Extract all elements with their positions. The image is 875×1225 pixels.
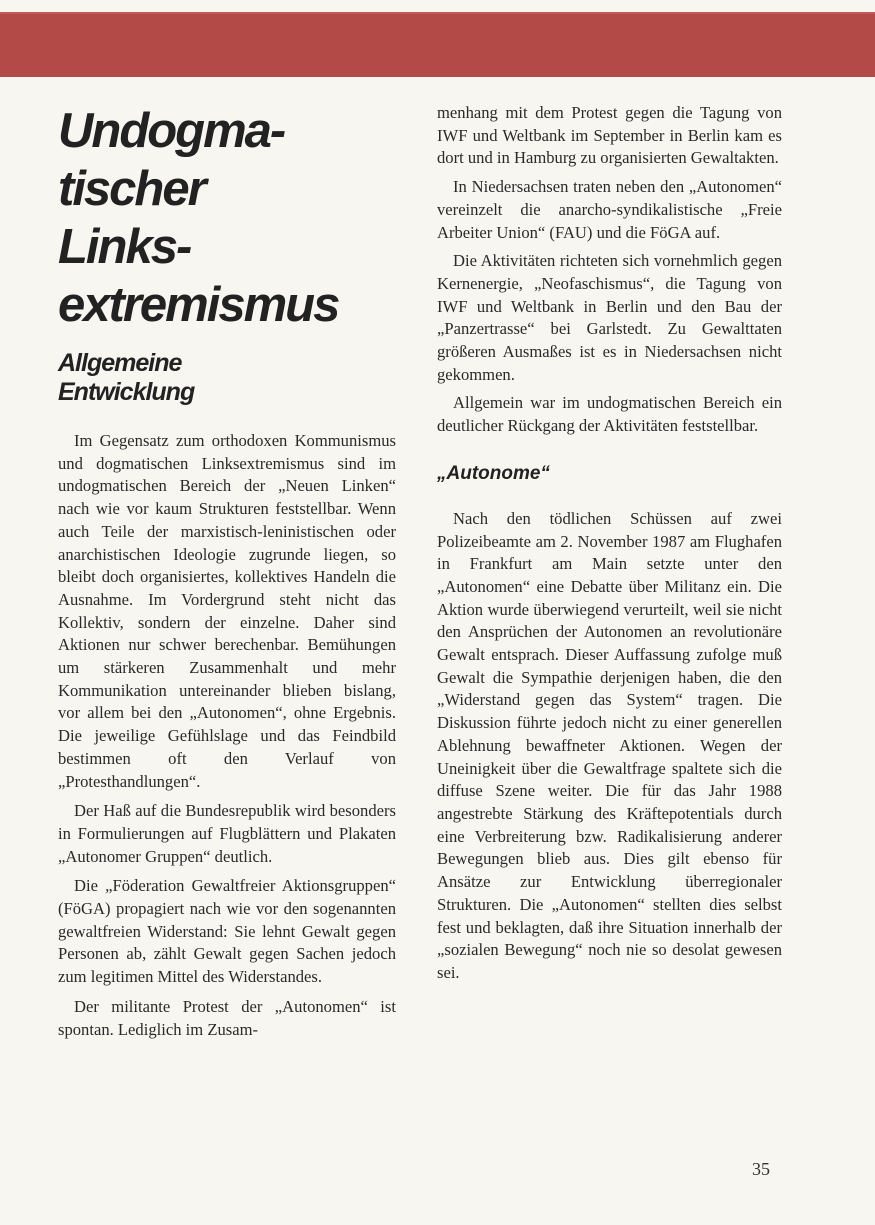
subtitle-line: Entwicklung bbox=[58, 378, 195, 406]
page-subtitle bbox=[58, 349, 396, 407]
left-body bbox=[58, 430, 396, 1041]
page-title bbox=[58, 102, 396, 334]
left-column bbox=[58, 102, 396, 1041]
paragraph: In Niedersachsen traten neben den „Autonomen“ vereinzelt die anarcho-syndikalistische „Freie Arbeiter Union“ (FAU) und die FöGA auf. bbox=[437, 177, 782, 242]
paragraph: Im Gegensatz zum orthodoxen Kommunismus und dogmatischen Linksextremismus sind im undogmatischen Bereich der „Neuen Linken“ nach wie vor kaum Strukturen feststellbar. Wenn auch Teile der marxistisch-leninistischen oder anarchistischen Ideologie zugrunde liegen, so bleibt doch organisiertes, kollektives Handeln die Ausnahme. Im Vordergrund steht nicht das Kollektiv, sondern der einzelne. Daher sind Aktionen nur schwer berechenbar. Bemühungen um stärkeren Zusammenhalt und mehr Kommunikation untereinander blieben bislang, vor allem bei den „Autonomen“, ohne Ergebnis. Die jeweilige Gefühlslage und das Feindbild bestimmen oft den Verlauf von „Protesthandlungen“. bbox=[58, 431, 396, 791]
title-line: Links- bbox=[58, 220, 191, 274]
title-line: extremismus bbox=[58, 278, 339, 332]
paragraph: Allgemein war im undogmatischen Bereich ein deutlicher Rückgang der Aktivitäten feststellbar. bbox=[437, 393, 782, 436]
right-column bbox=[437, 102, 782, 985]
subtitle-line: Allgemeine bbox=[58, 349, 182, 377]
paragraph: Die Aktivitäten richteten sich vornehmlich gegen Kernenergie, „Neofaschismus“, die Tagung von IWF und Weltbank in Berlin und den Bau der „Panzertrasse“ bei Garlstedt. Zu Gewalttaten größeren Ausmaßes ist es in Niedersachsen nicht gekommen. bbox=[437, 251, 782, 384]
header-color-band bbox=[0, 12, 875, 77]
paragraph-continuation: menhang mit dem Protest gegen die Tagung von IWF und Weltbank im September in Berlin kam es dort und in Hamburg zu organisierten Gewaltakten. bbox=[437, 103, 782, 168]
paragraph: Der militante Protest der „Autonomen“ ist spontan. Lediglich im Zusam- bbox=[58, 996, 396, 1039]
section-heading: „Autonome“ bbox=[437, 462, 550, 484]
paragraph: Der Haß auf die Bundesrepublik wird besonders in Formulierungen auf Flugblättern und Plakaten „Autonomer Gruppen“ deutlich. bbox=[58, 801, 396, 866]
paragraph: Nach den tödlichen Schüssen auf zwei Polizeibeamte am 2. November 1987 am Flughafen in Frankfurt am Main setzte unter den „Autonomen“ eine Debatte über Militanz ein. Die Aktion wurde überwiegend verurteilt, weil sie nicht den Ansprüchen der Autonomen an revolutionäre Gewalt entsprach. Dieser Auffassung zufolge muß Gewalt die Sympathie derjenigen haben, die den „Widerstand gegen das System“ tragen. Die Diskussion führte jedoch nicht zu einer generellen Ablehnung bewaffneter Aktionen. Wegen der Uneinigkeit über die Gewaltfrage spaltete sich die diffuse Szene weiter. Die für das Jahr 1988 angestrebte Stärkung des Kräftepotentials durch eine Verbreiterung bzw. Radikalisierung anderer Bewegungen blieb aus. Dies gilt ebenso für Ansätze zur Entwicklung überregionaler Strukturen. Die „Autonomen“ stellten dies selbst fest und beklagten, daß ihre Situation innerhalb der „sozialen Bewegung“ noch nie so desolat gewesen sei. bbox=[437, 508, 782, 982]
title-line: tischer bbox=[58, 162, 205, 216]
paragraph: Die „Föderation Gewaltfreier Aktionsgruppen“ (FöGA) propagiert nach wie vor den sogenannten gewaltfreien Widerstand: Sie lehnt Gewalt gegen Personen ab, zählt Gewalt gegen Sachen jedoch zum legitimen Mittel des Widerstandes. bbox=[58, 876, 396, 987]
title-line: Undogma- bbox=[58, 104, 285, 158]
page-number: 35 bbox=[752, 1159, 770, 1179]
